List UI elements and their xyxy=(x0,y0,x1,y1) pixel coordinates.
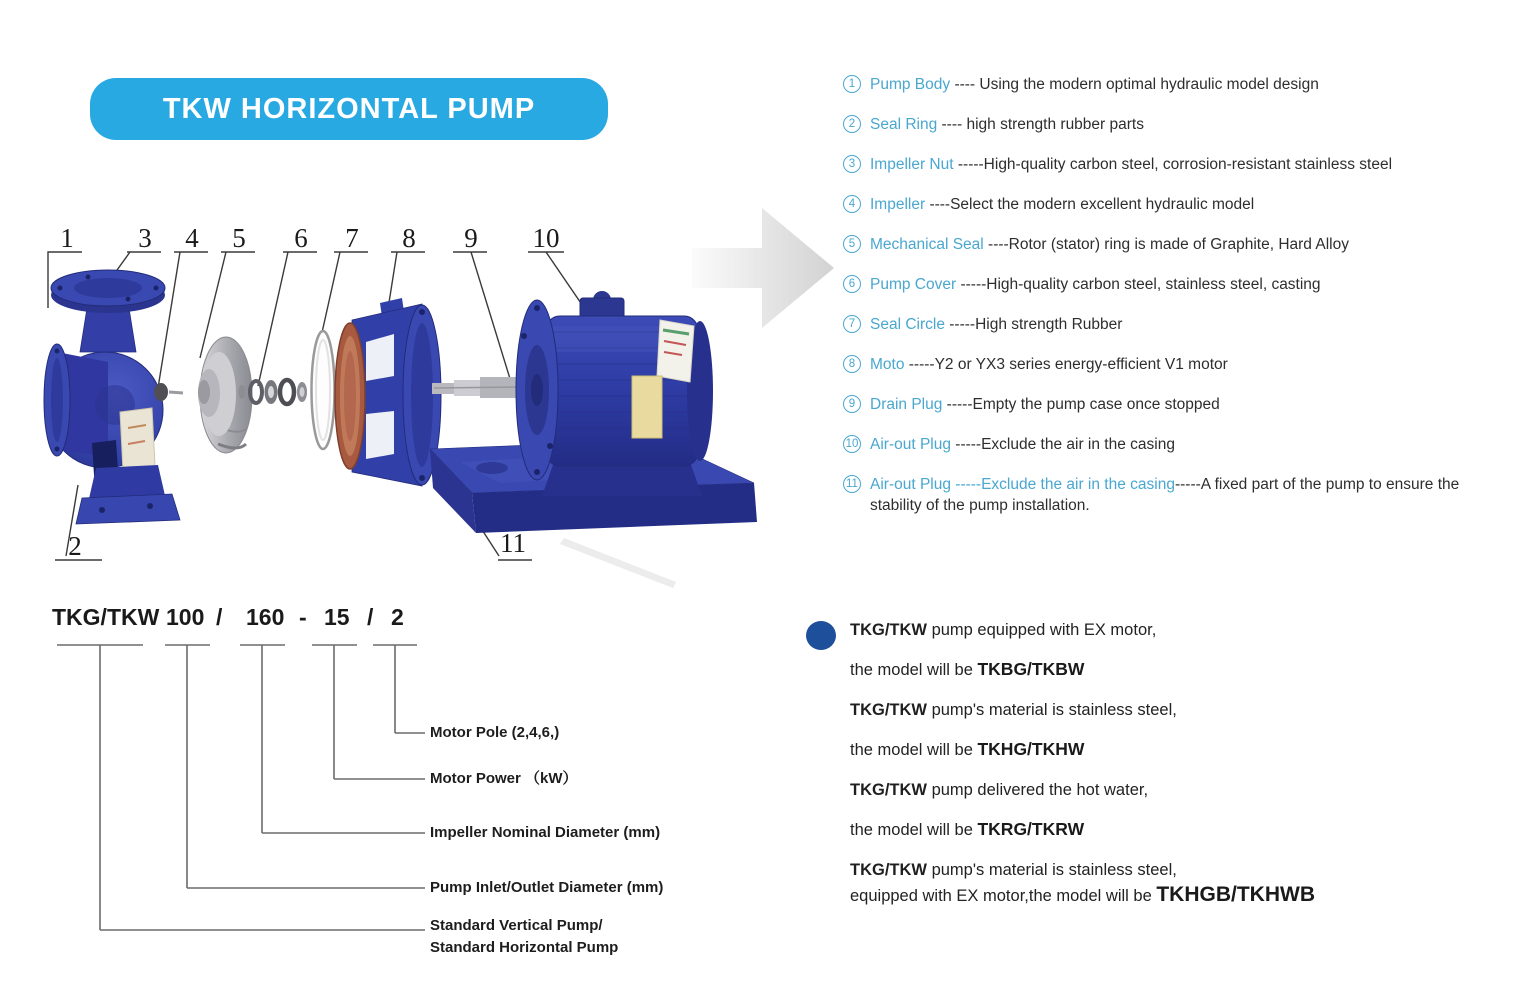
model-separator: - xyxy=(299,604,307,630)
part-desc: ---- Using the modern optimal hydraulic model design xyxy=(950,76,1319,93)
part-name: Impeller xyxy=(870,196,926,213)
part-desc: -----Y2 or YX3 series energy-efficient V1 motor xyxy=(904,356,1228,373)
seal-circle-ring xyxy=(312,331,335,449)
model-label-motor-pole: Motor Pole (2,4,6,) xyxy=(430,724,560,741)
motor-shaft xyxy=(434,387,522,388)
part-desc: -----High-quality carbon steel, stainless steel, casting xyxy=(956,276,1321,293)
part-desc: -----Exclude the air in the casing xyxy=(950,436,1175,453)
part-name: Seal Ring xyxy=(870,116,938,133)
model-separator: / xyxy=(367,604,374,630)
callout-label-4: 4 xyxy=(185,223,199,253)
parts-list-item xyxy=(843,354,1513,375)
part-name: Pump Cover xyxy=(870,276,957,293)
model-variants-note xyxy=(806,618,1366,924)
variant-line: the model will be TKRG/TKRW xyxy=(850,819,1085,839)
part-number-badge: 2 xyxy=(843,115,861,133)
model-connector-lines xyxy=(0,590,760,1000)
part-name: Mechanical Seal xyxy=(870,236,984,253)
variant-line: the model will be TKHG/TKHW xyxy=(850,739,1085,759)
part-desc: -----Empty the pump case once stopped xyxy=(942,396,1220,413)
variant-line: TKG/TKW pump's material is stainless steel, xyxy=(850,701,1177,719)
part-number-badge: 11 xyxy=(843,475,861,493)
part-number-badge: 5 xyxy=(843,235,861,253)
model-label-impeller-dia: Impeller Nominal Diameter (mm) xyxy=(430,824,661,841)
callout-label-2: 2 xyxy=(68,531,82,561)
callout-label-8: 8 xyxy=(402,223,416,253)
base-shadow xyxy=(560,538,676,588)
part-number-badge: 4 xyxy=(843,195,861,213)
part-desc: ---- high strength rubber parts xyxy=(937,116,1144,133)
part-number-badge: 1 xyxy=(843,75,861,93)
callout-label-5: 5 xyxy=(232,223,246,253)
model-separator: / xyxy=(216,604,223,630)
parts-list-item xyxy=(843,194,1513,215)
model-segment-power: 15 xyxy=(324,604,350,630)
parts-list-item xyxy=(843,394,1513,415)
part-desc: ----Rotor (stator) ring is made of Graphite, Hard Alloy xyxy=(983,236,1349,253)
transition-arrow-icon xyxy=(692,202,842,342)
part-name: Air-out Plug -----Exclude the air in the casing xyxy=(870,476,1175,493)
model-label-standard-v: Standard Vertical Pump/ xyxy=(430,917,603,934)
part-number-badge: 7 xyxy=(843,315,861,333)
part-number-badge: 9 xyxy=(843,395,861,413)
part-number-badge: 3 xyxy=(843,155,861,173)
callout-label-9: 9 xyxy=(464,223,478,253)
callout-label-3: 3 xyxy=(138,223,152,253)
parts-list xyxy=(843,74,1513,535)
part-number-badge: 10 xyxy=(843,435,861,453)
callout-label-7: 7 xyxy=(345,223,359,253)
parts-list-item xyxy=(843,234,1513,255)
variant-line: TKG/TKW pump delivered the hot water, xyxy=(850,781,1149,799)
model-label-inlet-dia: Pump Inlet/Outlet Diameter (mm) xyxy=(430,879,664,896)
pump-exploded-diagram xyxy=(30,200,775,595)
impeller-nut xyxy=(154,383,183,401)
variant-line: equipped with EX motor,the model will be TKHGB/TKHWB xyxy=(850,883,1315,906)
callout-label-6: 6 xyxy=(294,223,308,253)
parts-list-item xyxy=(843,434,1513,455)
part-name: Drain Plug xyxy=(870,396,943,413)
parts-list-item xyxy=(843,114,1513,135)
callout-label-10: 10 xyxy=(532,223,560,253)
part-name: Pump Body xyxy=(870,76,951,93)
title-banner xyxy=(90,78,608,140)
parts-list-item xyxy=(843,474,1513,516)
parts-list-item xyxy=(843,274,1513,295)
bullet-icon xyxy=(806,621,836,650)
part-desc: ----Select the modern excellent hydraulic model xyxy=(925,196,1255,213)
callout-label-11: 11 xyxy=(500,528,526,558)
model-segment-inlet: 100 xyxy=(166,604,205,630)
part-desc: -----High-quality carbon steel, corrosion-resistant stainless steel xyxy=(953,156,1393,173)
model-segment-series: TKG/TKW xyxy=(52,604,160,630)
parts-list-item xyxy=(843,74,1513,95)
model-label-motor-power: Motor Power （kW） xyxy=(430,770,578,787)
model-segment-impeller: 160 xyxy=(246,604,285,630)
motor-nameplate xyxy=(632,376,662,438)
parts-list-item xyxy=(843,154,1513,175)
part-name: Air-out Plug xyxy=(870,436,951,453)
pump-cover xyxy=(335,298,441,486)
callout-label-1: 1 xyxy=(60,223,74,253)
part-desc: -----A fixed part of the pump to ensure the stability of the pump installation. xyxy=(870,476,1460,514)
part-desc: -----High strength Rubber xyxy=(944,316,1123,333)
page-title: TKW HORIZONTAL PUMP xyxy=(162,92,536,125)
model-segment-pole: 2 xyxy=(391,604,404,630)
part-name: Moto xyxy=(870,356,905,373)
part-name: Seal Circle xyxy=(870,316,945,333)
part-number-badge: 8 xyxy=(843,355,861,373)
variant-line: TKG/TKW pump equipped with EX motor, xyxy=(850,621,1157,639)
pump-nameplate xyxy=(120,408,155,471)
part-number-badge: 6 xyxy=(843,275,861,293)
model-label-standard-h: Standard Horizontal Pump xyxy=(430,939,619,956)
parts-list-item xyxy=(843,314,1513,335)
motor-label xyxy=(657,320,694,382)
variant-line: TKG/TKW pump's material is stainless steel, xyxy=(850,861,1177,879)
variant-line: the model will be TKBG/TKBW xyxy=(850,659,1085,679)
part-name: Impeller Nut xyxy=(870,156,954,173)
